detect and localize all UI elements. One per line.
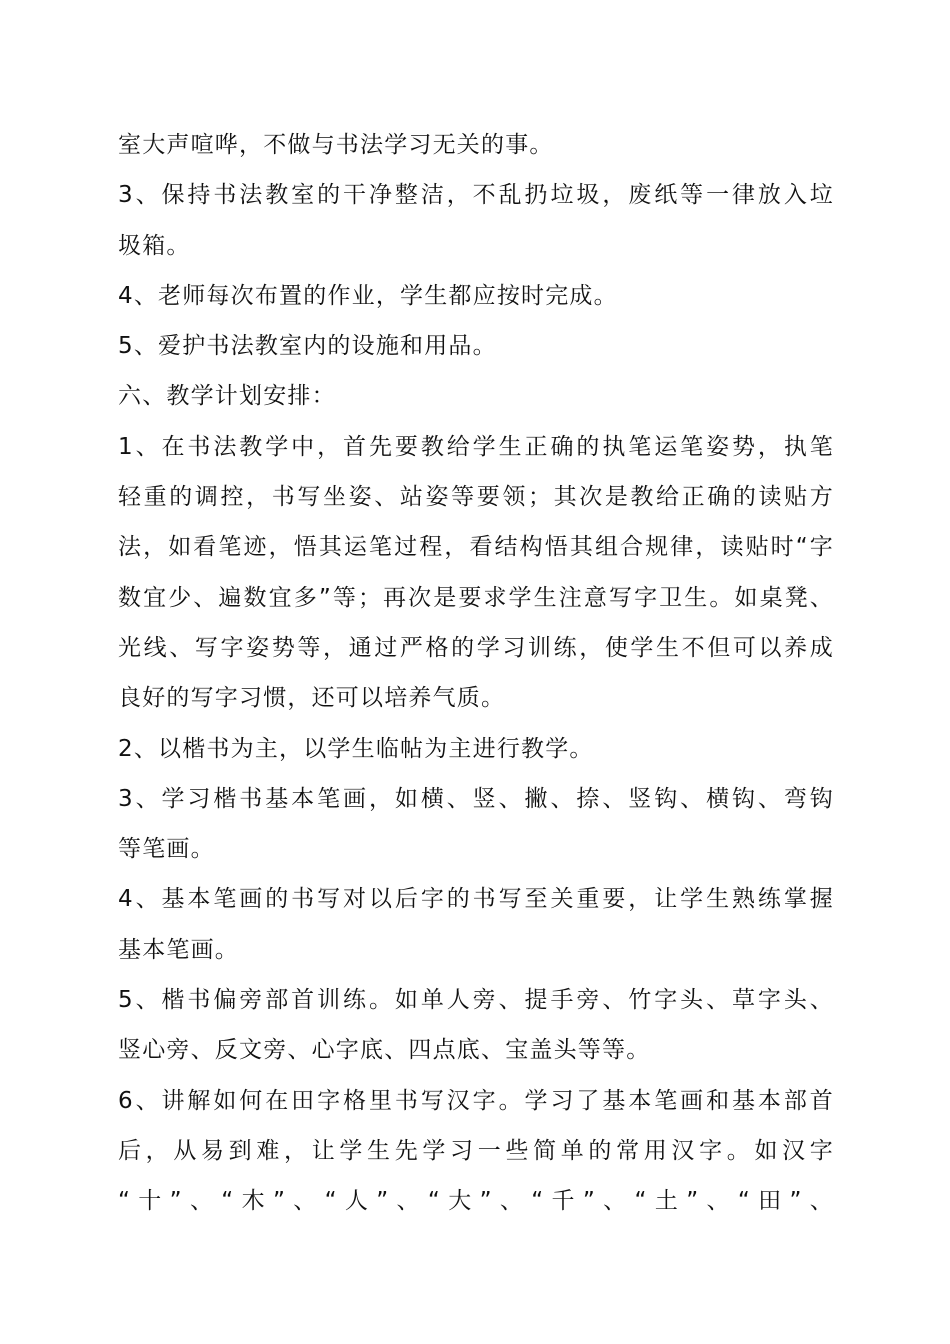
text-line: 六、教学计划安排： [118, 383, 336, 410]
text-line: 2、以楷书为主，以学生临帖为主进行教学。 [118, 735, 594, 762]
text-line: 良好的写字习惯，还可以培养气质。 [118, 685, 506, 712]
text-line: 3、学习楷书基本笔画，如横、竖、撇、捺、竖钩、横钩、弯钩 [118, 785, 834, 812]
text-line: 3、保持书法教室的干净整洁，不乱扔垃圾，废纸等一律放入垃 [118, 182, 834, 209]
text-line: 6、讲解如何在田字格里书写汉字。学习了基本笔画和基本部首 [118, 1087, 834, 1114]
document-body [118, 120, 834, 1227]
text-line: 后，从易到难，让学生先学习一些简单的常用汉字。如汉字 [118, 1137, 834, 1164]
text-line: 4、基本笔画的书写对以后字的书写至关重要，让学生熟练掌握 [118, 886, 834, 913]
text-line: 数宜少、遍数宜多”等；再次是要求学生注意写字卫生。如桌凳、 [118, 584, 834, 611]
text-line: “十”、“木”、“人”、“大”、“千”、“土”、“田”、 [118, 1188, 834, 1215]
text-line: 圾箱。 [118, 232, 191, 259]
text-line: 5、楷书偏旁部首训练。如单人旁、提手旁、竹字头、草字头、 [118, 987, 834, 1014]
text-line: 室大声喧哗，不做与书法学习无关的事。 [118, 132, 554, 158]
text-line: 等笔画。 [118, 836, 215, 863]
text-line: 1、在书法教学中，首先要教给学生正确的执笔运笔姿势，执笔 [118, 433, 834, 460]
text-line: 基本笔画。 [118, 936, 239, 963]
text-line: 竖心旁、反文旁、心字底、四点底、宝盖头等等。 [118, 1037, 651, 1064]
text-line: 法，如看笔迹，悟其运笔过程，看结构悟其组合规律，读贴时“字 [118, 534, 834, 561]
text-line: 轻重的调控，书写坐姿、站姿等要领；其次是教给正确的读贴方 [118, 484, 834, 511]
text-line: 5、爱护书法教室内的设施和用品。 [118, 333, 497, 360]
text-line: 光线、写字姿势等，通过严格的学习训练，使学生不但可以养成 [118, 634, 834, 661]
text-line: 4、老师每次布置的作业，学生都应按时完成。 [118, 282, 618, 309]
